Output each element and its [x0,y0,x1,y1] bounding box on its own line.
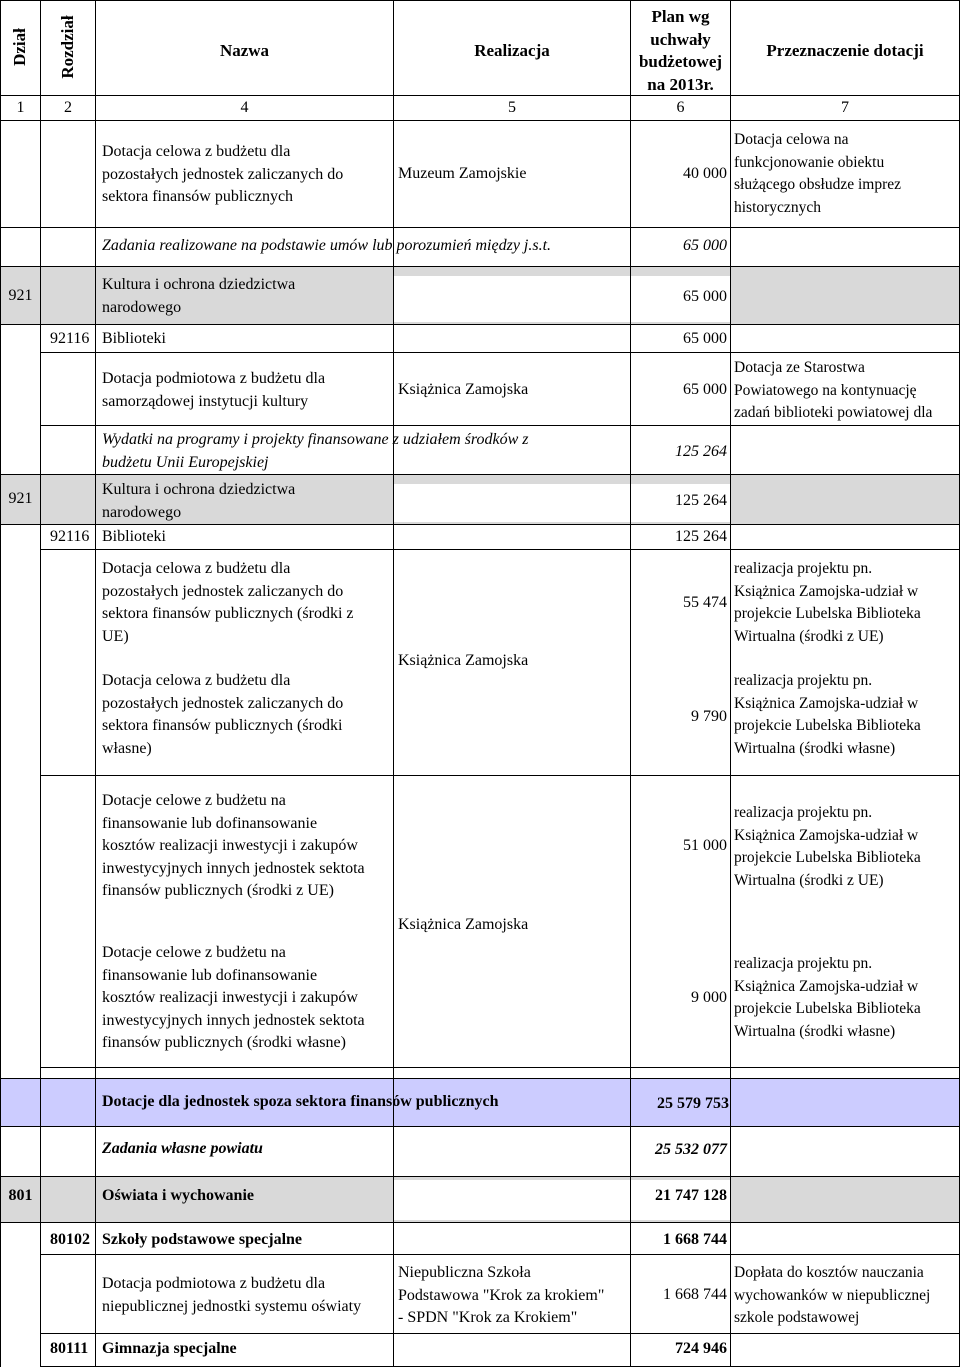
block1-realizacja: Muzeum Zamojskie [398,165,527,182]
col-number-4: 4 [240,99,249,116]
block4-realizacja: Książnica Zamojska [398,916,529,933]
wydatki-ue-value: 125 264 [675,443,727,460]
block3-row2-przeznaczenie: realizacja projektu pn. Książnica Zamojska-udział w projekcie Lubelska Biblioteka Wirtualna (środki własne) [734,672,921,757]
col-number-5: 5 [508,99,516,116]
rozdzial-92116a: 92116 [50,330,90,347]
rozdzial-80102-nazwa: Szkoły podstawowe specjalne [102,1231,303,1248]
header-nazwa: Nazwa [219,41,270,60]
rozdzial-80111: 80111 [50,1340,89,1357]
rozdzial-92116a-value: 65 000 [683,330,727,347]
block1-nazwa: Dotacja celowa z budżetu dla pozostałych jednostek zaliczanych do sektora finansów publicznych [102,143,344,205]
block3-row2-plan: 9 790 [691,708,727,725]
dzial-921a-nazwa: Kultura i ochrona dziedzictwa narodowego [102,276,296,316]
rozdzial-80102: 80102 [50,1231,90,1248]
block2-nazwa: Dotacja podmiotowa z budżetu dla samorządowej instytucji kultury [102,370,326,410]
rozdzial-92116b-value: 125 264 [675,528,727,545]
rozdzial-92116a-nazwa: Biblioteki [102,330,166,347]
dzial-921b-value: 125 264 [675,492,727,509]
header-rozdzial: Rozdział [58,15,77,79]
wydatki-ue-label: Wydatki na programy i projekty finansowane z udziałem środków z budżetu Unii Europejskiej [102,431,529,471]
col-number-6: 6 [676,99,685,116]
block3-row1-nazwa: Dotacja celowa z budżetu dla pozostałych jednostek zaliczanych do sektora finansów publicznych (środki z UE) [102,560,354,645]
col-number-1: 1 [16,99,25,116]
block5-plan: 1 668 744 [663,1286,727,1303]
zadania-wlasne-label: Zadania własne powiatu [102,1140,263,1157]
zadania-wlasne-value: 25 532 077 [655,1141,727,1158]
dotacje-spoza-label: Dotacje dla jednostek spoza sektora finansów publicznych [102,1093,499,1110]
block3-realizacja: Książnica Zamojska [398,652,529,669]
dzial-921b: 921 [8,490,33,507]
block4-row2-nazwa: Dotacje celowe z budżetu na finansowanie lub dofinansowanie kosztów realizacji inwestycji i zakupów inwestycyjnych innych jednostek sektota finansów publicznych (środki własne) [102,944,365,1051]
rozdzial-92116b: 92116 [50,528,90,545]
dzial-801-nazwa: Oświata i wychowanie [102,1187,254,1204]
col-number-7: 7 [841,99,849,116]
dzial-921b-nazwa: Kultura i ochrona dziedzictwa narodowego [102,481,296,521]
block4-row2-plan: 9 000 [691,989,727,1006]
block3-row1-plan: 55 474 [683,594,727,611]
block4-row2-przeznaczenie: realizacja projektu pn. Książnica Zamojska-udział w projekcie Lubelska Biblioteka Wirtualna (środki własne) [734,955,921,1040]
zadania-porozumien-label: Zadania realizowane na podstawie umów lub porozumień między j.s.t. [102,237,552,254]
block3-row1-przeznaczenie: realizacja projektu pn. Książnica Zamojska-udział w projekcie Lubelska Biblioteka Wirtualna (środki z UE) [734,560,921,645]
col-number-2: 2 [64,99,72,116]
block2-przeznaczenie: Dotacja ze Starostwa Powiatowego na kontynuację zadań biblioteki powiatowej dla [734,359,933,421]
dzial-801-value: 21 747 128 [655,1187,727,1204]
block2-realizacja: Książnica Zamojska [398,381,529,398]
header-plan: Plan wg uchwały budżetowej na 2013r. [638,7,723,94]
block5-nazwa: Dotacja podmiotowa z budżetu dla niepublicznej jednostki systemu oświaty [102,1275,362,1315]
dzial-921a-value: 65 000 [683,288,727,305]
block3-row2-nazwa: Dotacja celowa z budżetu dla pozostałych jednostek zaliczanych do sektora finansów publicznych (środki własne) [102,672,344,757]
block1-przeznaczenie: Dotacja celowa na funkcjonowanie obiektu służącego obsłudze imprez historycznych [734,131,901,216]
header-realizacja: Realizacja [474,41,550,60]
rozdzial-80111-nazwa: Gimnazja specjalne [102,1340,237,1357]
block1-plan: 40 000 [683,165,727,182]
header-dzial: Dział [10,28,29,66]
dotacje-spoza-value: 25 579 753 [657,1095,729,1112]
rozdzial-80102-value: 1 668 744 [663,1231,727,1248]
block4-row1-plan: 51 000 [683,837,727,854]
block2-plan: 65 000 [683,381,727,398]
block4-row1-nazwa: Dotacje celowe z budżetu na finansowanie lub dofinansowanie kosztów realizacji inwestycji i zakupów inwestycyjnych innych jednostek sektota finansów publicznych (środki z UE) [102,792,365,899]
dzial-921a: 921 [8,287,33,304]
header-przeznaczenie: Przeznaczenie dotacji [766,41,924,60]
rozdzial-80111-value: 724 946 [675,1340,727,1357]
dzial-801: 801 [8,1187,33,1204]
block5-realizacja: Niepubliczna Szkoła Podstawowa "Krok za krokiem" - SPDN "Krok za Krokiem" [398,1264,605,1326]
zadania-porozumien-value: 65 000 [683,237,727,254]
block5-przeznaczenie: Dopłata do kosztów nauczania wychowanków w niepublicznej szkole podstawowej [734,1264,931,1326]
rozdzial-92116b-nazwa: Biblioteki [102,528,166,545]
block4-row1-przeznaczenie: realizacja projektu pn. Książnica Zamojska-udział w projekcie Lubelska Biblioteka Wirtualna (środki z UE) [734,804,921,889]
